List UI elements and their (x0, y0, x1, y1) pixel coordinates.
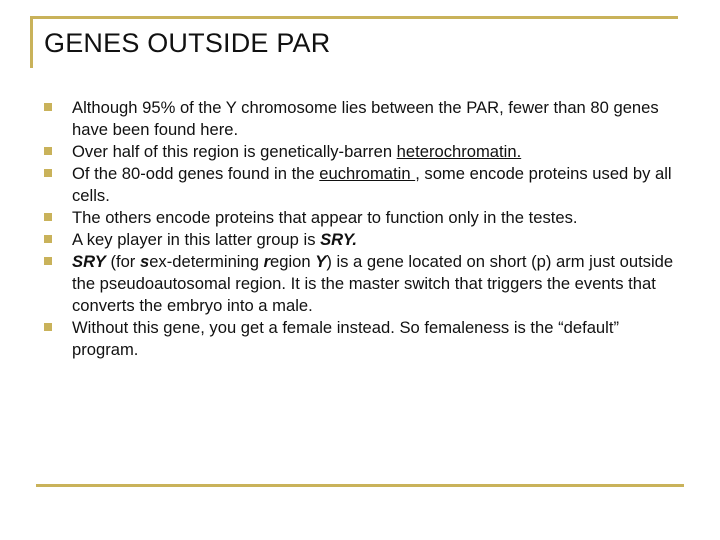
bullet-item: Over half of this region is genetically-barren heterochromatin. (44, 141, 684, 163)
euchromatin-link[interactable]: euchromatin (319, 164, 416, 183)
slide-title: GENES OUTSIDE PAR (44, 28, 331, 58)
sry-emphasis: SRY (72, 252, 106, 271)
square-bullet-icon (44, 257, 52, 265)
bullet-item: SRY (for sex-determining region Y) is a gene located on short (p) arm just outside the pseudoautosomal region. It is the master switch that triggers the events that converts the embryo into a male. (44, 251, 684, 317)
square-bullet-icon (44, 169, 52, 177)
bullet-list (44, 97, 684, 361)
square-bullet-icon (44, 103, 52, 111)
bullet-item: Although 95% of the Y chromosome lies between the PAR, fewer than 80 genes have been found here. (44, 97, 684, 141)
bullet-item: Of the 80-odd genes found in the euchromatin , some encode proteins used by all cells. (44, 163, 684, 207)
square-bullet-icon (44, 235, 52, 243)
square-bullet-icon (44, 323, 52, 331)
heterochromatin-link[interactable]: heterochromatin. (396, 142, 522, 161)
left-rule (30, 16, 33, 68)
bottom-rule (36, 484, 684, 487)
bullet-item: Without this gene, you get a female instead. So femaleness is the “default” program. (44, 317, 684, 361)
square-bullet-icon (44, 147, 52, 155)
sry-emphasis: SRY. (320, 230, 358, 249)
square-bullet-icon (44, 213, 52, 221)
bullet-item: The others encode proteins that appear to function only in the testes. (44, 207, 684, 229)
top-rule (30, 16, 678, 19)
bullet-item: A key player in this latter group is SRY. (44, 229, 684, 251)
